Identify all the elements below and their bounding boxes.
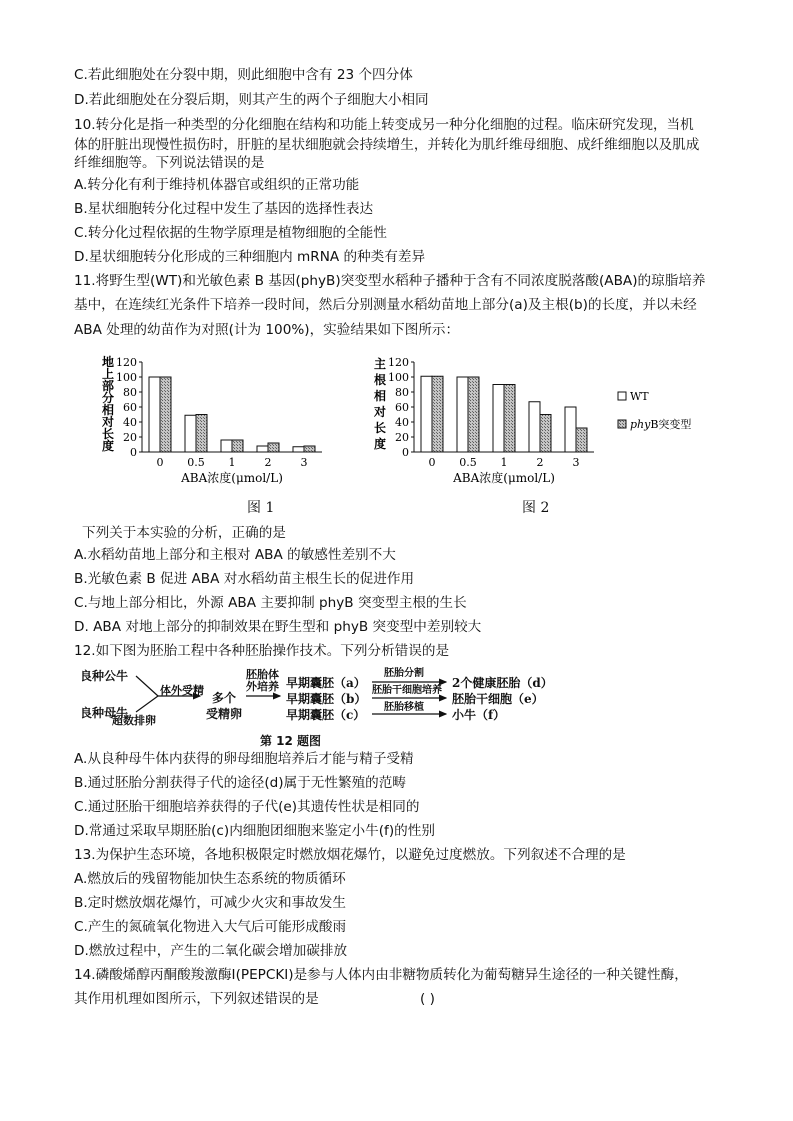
- bar-wt: [421, 376, 432, 452]
- q9-option-d: D.若此细胞处在分裂后期，则其产生的两个子细胞大小相同: [74, 92, 429, 108]
- q13-option-d: D.燃放过程中，产生的二氧化碳会增加碳排放: [74, 943, 348, 959]
- diag-bull: 良种公牛: [80, 669, 129, 683]
- ylabel-char: 地: [102, 355, 115, 369]
- y-tick-label: 0: [130, 446, 137, 459]
- bar-phyb: [268, 443, 279, 452]
- x-axis-label: ABA浓度(μmol/L): [453, 471, 555, 485]
- x-tick-label: 3: [572, 456, 580, 469]
- bar-phyb: [160, 377, 171, 452]
- ylabel-char: 主: [374, 357, 387, 371]
- q11-stem-3: ABA 处理的幼苗作为对照(计为 100%)，实验结果如下图所示：: [74, 322, 460, 338]
- x-tick-label: 0: [156, 456, 164, 469]
- q12-option-c: C.通过胚胎干细胞培养获得的子代(e)其遗传性状是相同的: [74, 799, 420, 815]
- y-tick-label: 20: [123, 431, 137, 444]
- q14-stem-2: 其作用机理如图所示，下列叙述错误的是: [74, 991, 319, 1007]
- ylabel-char: 对: [102, 415, 115, 429]
- bar-wt: [493, 385, 504, 453]
- diag-stem-culture: 胚胎干细胞培养: [372, 685, 442, 696]
- y-tick-label: 100: [116, 371, 137, 384]
- bar-phyb: [304, 446, 315, 452]
- diag-split: 胚胎分割: [384, 668, 424, 679]
- bar-phyb: [196, 415, 207, 453]
- bar-phyb: [540, 415, 551, 453]
- diag-result-f: 小牛（f）: [452, 708, 506, 722]
- q10-stem-2: 体的肝脏出现慢性损伤时，肝脏的星状细胞就会持续增生，并转化为肌纤维母细胞、成纤维细胞以及肌成: [74, 137, 700, 153]
- q11-option-d: D. ABA 对地上部分的抑制效果在野生型和 phyB 突变型中差别较大: [74, 619, 482, 635]
- diag-ivf: 体外受精: [160, 684, 204, 697]
- x-tick-label: 3: [300, 456, 308, 469]
- x-tick-label: 0: [428, 456, 436, 469]
- q13-stem: 13.为保护生态环境，各地积极限定时燃放烟花爆竹，以避免过度燃放。下列叙述不合理的是: [74, 847, 626, 863]
- bar-phyb: [468, 377, 479, 452]
- ylabel-char: 分: [102, 391, 115, 405]
- ylabel-char: 度: [374, 437, 387, 451]
- q11-stem-2: 基中，在连续红光条件下培养一段时间，然后分别测量水稻幼苗地上部分(a)及主根(b)的长度，并以未经: [74, 297, 697, 313]
- chart1-title: 图 1: [247, 500, 275, 516]
- y-tick-label: 120: [116, 356, 137, 369]
- bar-phyb: [504, 385, 515, 453]
- bar-phyb: [576, 428, 587, 452]
- diag-blast-c: 早期囊胚（c）: [286, 708, 366, 722]
- q11-question: 下列关于本实验的分析，正确的是: [82, 525, 286, 541]
- diag-cow: 良种母牛: [80, 706, 129, 720]
- y-tick-label: 0: [402, 446, 409, 459]
- chart-figure-1: [96, 352, 346, 497]
- diag-superovulation: 超数排卵: [112, 714, 156, 727]
- y-tick-label: 100: [388, 371, 409, 384]
- ylabel-char: 对: [374, 405, 387, 419]
- bar-wt: [221, 440, 232, 452]
- q10-stem-3: 纤维细胞等。下列说法错误的是: [74, 155, 265, 171]
- q10-option-d: D.星状细胞转分化形成的三种细胞内 mRNA 的种类有差异: [74, 249, 426, 265]
- bar-wt: [149, 377, 160, 452]
- y-tick-label: 80: [395, 386, 409, 399]
- diag-result-e: 胚胎干细胞（e）: [452, 692, 544, 706]
- q13-option-b: B.定时燃放烟花爆竹，可减少火灾和事故发生: [74, 895, 346, 911]
- bar-phyb: [232, 440, 243, 452]
- q10-stem-1: 10.转分化是指一种类型的分化细胞在结构和功能上转变成另一种分化细胞的过程。临床研究发现，当机: [74, 117, 694, 133]
- x-tick-label: 0.5: [187, 456, 205, 469]
- bar-wt: [565, 407, 576, 452]
- bar-wt: [293, 447, 304, 452]
- x-tick-label: 1: [500, 456, 508, 469]
- q11-option-b: B.光敏色素 B 促进 ABA 对水稻幼苗主根生长的促进作用: [74, 571, 415, 587]
- ylabel-char: 上: [102, 367, 115, 381]
- diag-blast-b: 早期囊胚（b）: [286, 692, 367, 706]
- y-tick-label: 40: [123, 416, 137, 429]
- ylabel-char: 相: [102, 403, 115, 417]
- legend-label-phyb: phyB突变型: [630, 418, 692, 431]
- diag-eggs2: 受精卵: [206, 707, 243, 721]
- q12-stem: 12.如下图为胚胎工程中各种胚胎操作技术。下列分析错误的是: [74, 643, 450, 659]
- y-tick-label: 80: [123, 386, 137, 399]
- ylabel-char: 长: [102, 427, 115, 441]
- q10-option-c: C.转分化过程依据的生物学原理是植物细胞的全能性: [74, 225, 387, 241]
- y-tick-label: 60: [123, 401, 137, 414]
- diag-result-d: 2个健康胚胎（d）: [452, 676, 553, 690]
- q12-option-a: A.从良种母牛体内获得的卵母细胞培养后才能与精子受精: [74, 751, 414, 767]
- q13-option-a: A.燃放后的残留物能加快生态系统的物质循环: [74, 871, 346, 887]
- y-tick-label: 40: [395, 416, 409, 429]
- legend-swatch-phyb: [618, 420, 626, 428]
- ylabel-char: 相: [374, 389, 387, 403]
- q12-option-b: B.通过胚胎分割获得子代的途径(d)属于无性繁殖的范畴: [74, 775, 406, 791]
- x-tick-label: 2: [264, 456, 272, 469]
- bar-wt: [457, 377, 468, 452]
- q10-option-b: B.星状细胞转分化过程中发生了基因的选择性表达: [74, 201, 374, 217]
- q14-answer-blank: ( ): [420, 991, 435, 1007]
- bar-phyb: [432, 376, 443, 452]
- diag-transfer: 胚胎移植: [384, 702, 424, 713]
- y-tick-label: 20: [395, 431, 409, 444]
- q14-stem-1: 14.磷酸烯醇丙酮酸羧激酶Ⅰ(PEPCKI)是参与人体内由非糖物质转化为葡萄糖异生途径的一种关键性酶，: [74, 967, 688, 983]
- x-tick-label: 0.5: [459, 456, 477, 469]
- diag-culture-1: 胚胎体: [246, 668, 279, 681]
- q11-option-a: A.水稻幼苗地上部分和主根对 ABA 的敏感性差别不大: [74, 547, 396, 563]
- diag-eggs: 多个: [212, 691, 237, 705]
- q12-option-d: D.常通过采取早期胚胎(c)内细胞团细胞来鉴定小牛(f)的性别: [74, 823, 435, 839]
- bar-wt: [529, 402, 540, 452]
- diag-blast-a: 早期囊胚（a）: [286, 676, 366, 690]
- q11-option-c: C.与地上部分相比，外源 ABA 主要抑制 phyB 突变型主根的生长: [74, 595, 467, 611]
- ylabel-char: 度: [102, 439, 115, 453]
- legend-label-wt: WT: [630, 390, 649, 403]
- chart2-title: 图 2: [522, 500, 550, 516]
- q9-option-c: C.若此细胞处在分裂中期，则此细胞中含有 23 个四分体: [74, 67, 413, 83]
- bar-wt: [185, 415, 196, 452]
- ylabel-char: 长: [374, 421, 387, 435]
- diagram-caption: 第 12 题图: [260, 734, 322, 748]
- ylabel-char: 部: [102, 379, 115, 393]
- x-tick-label: 2: [536, 456, 544, 469]
- y-tick-label: 60: [395, 401, 409, 414]
- x-tick-label: 1: [228, 456, 236, 469]
- y-tick-label: 120: [388, 356, 409, 369]
- ylabel-char: 根: [374, 373, 387, 387]
- q10-option-a: A.转分化有利于维持机体器官或组织的正常功能: [74, 177, 360, 193]
- q13-option-c: C.产生的氮硫氧化物进入大气后可能形成酸雨: [74, 919, 347, 935]
- x-axis-label: ABA浓度(μmol/L): [181, 471, 283, 485]
- legend-swatch-wt: [618, 392, 626, 400]
- bar-wt: [257, 446, 268, 452]
- q11-stem-1: 11.将野生型(WT)和光敏色素 B 基因(phyB)突变型水稻种子播种于含有不同浓度脱落酸(ABA)的琼脂培养: [74, 273, 706, 289]
- embryo-engineering-diagram: [74, 666, 574, 728]
- diag-culture-2: 外培养: [246, 680, 279, 693]
- chart-figure-2: [368, 352, 713, 497]
